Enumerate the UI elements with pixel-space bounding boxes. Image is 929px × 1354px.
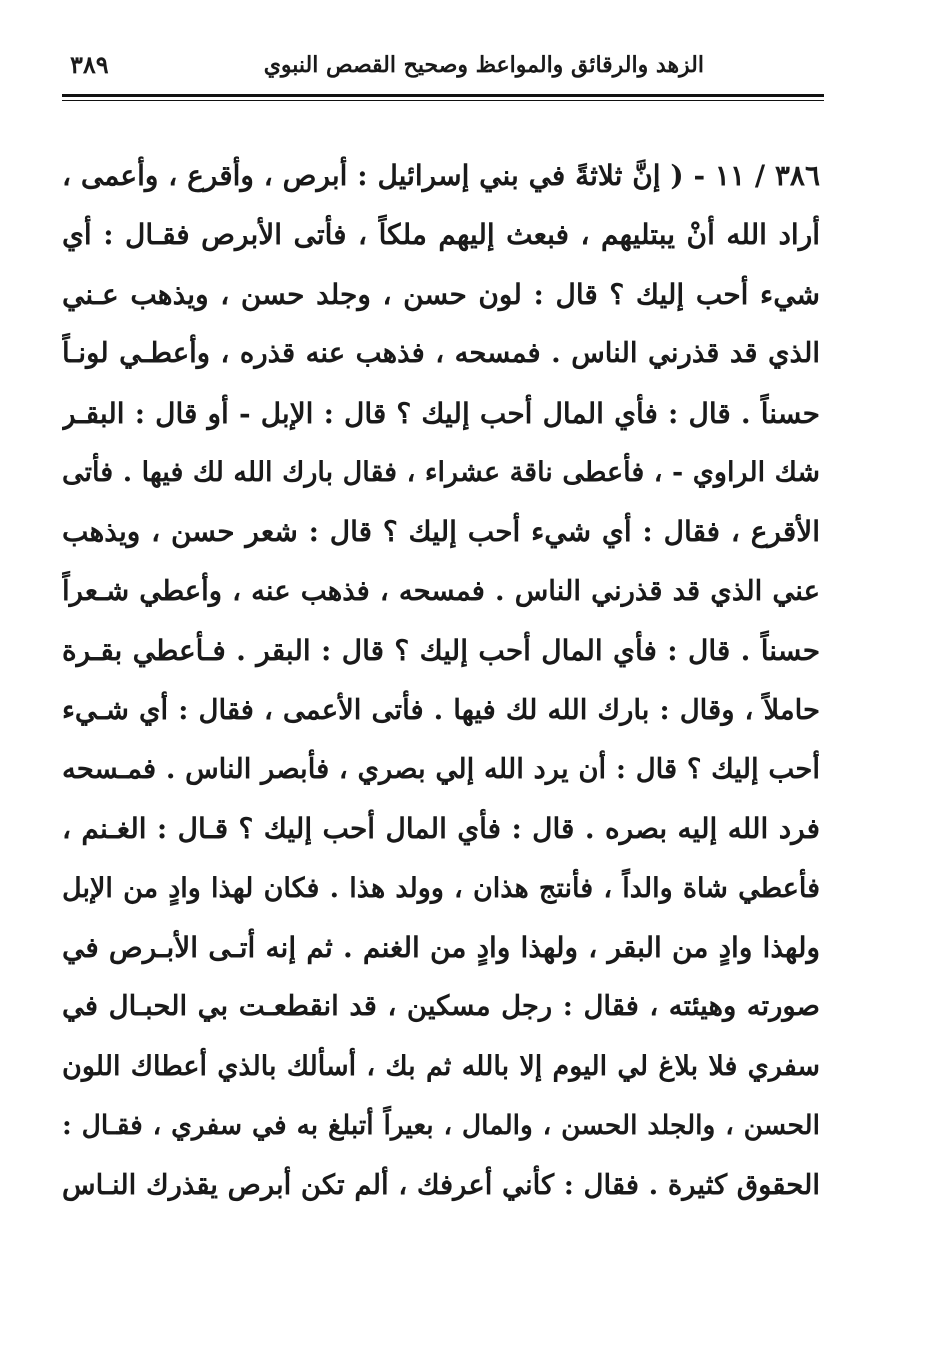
text-line: الحقوق كثيرة . فقال : كأني أعرفك ، ألم تكن أبرص يقذرك النـاس — [62, 1168, 820, 1201]
header-rule-thin — [62, 100, 824, 101]
running-header — [62, 46, 824, 92]
text-line: عني الذي قد قذرني الناس . فمسحه ، فذهب عنه ، وأعطي شـعراً — [62, 574, 820, 607]
body-text — [62, 146, 820, 1215]
text-line: حاملاً ، وقال : بارك الله لك فيها . فأتى الأعمى ، فقال : أي شـيء — [62, 693, 820, 726]
text-line: ٣٨٦ / ١١ - ( إنَّ ثلاثةً في بني إسرائيل : أبرص ، وأقرع ، وأعمى ، — [62, 159, 820, 192]
header-rule-thick — [62, 94, 824, 97]
text-line: حسناً . قال : فأي المال أحب إليك ؟ قال : الإبل - أو قال : البقـر — [62, 396, 820, 430]
text-line: صورته وهيئته ، فقال : رجل مسكين ، قد انقطعـت بي الحبـال في — [62, 990, 820, 1023]
text-line: حسناً . قال : فأي المال أحب إليك ؟ قال : البقر . فـأعطي بقـرة — [62, 634, 820, 668]
page-number: ٣٨٩ — [70, 50, 109, 79]
text-line: الذي قد قذرني الناس . فمسحه ، فذهب عنه قذره ، وأعطـي لونـاً — [62, 337, 820, 370]
text-line: شيء أحب إليك ؟ قال : لون حسن ، وجلد حسن ، ويذهب عـني — [62, 277, 820, 311]
text-line: فأعطي شاة والداً ، فأنتج هذان ، وولد هذا . فكان لهذا وادٍ من الإبل — [62, 872, 820, 904]
text-line: فرد الله إليه بصره . قال : فأي المال أحب إليك ؟ قـال : الغـنم ، — [62, 812, 820, 846]
header-title: الزهد والرقائق والمواعظ وصحيح القصص النبوي — [263, 52, 704, 78]
text-line: الحسن ، والجلد الحسن ، والمال ، بعيراً أتبلغ به في سفري ، فقـال : — [62, 1110, 820, 1142]
text-line: سفري فلا بلاغ لي اليوم إلا بالله ثم بك ، أسألك بالذي أعطاك اللون — [62, 1050, 820, 1082]
text-line: ولهذا وادٍ من البقر ، ولهذا وادٍ من الغنم . ثم إنه أتـى الأبـرص في — [62, 931, 820, 965]
text-line: شك الراوي - ، فأعطى ناقة عشراء ، فقال بارك الله لك فيها . فأتى — [62, 456, 820, 488]
text-line: أراد الله أنْ يبتليهم ، فبعث إليهم ملكاً ، فأتى الأبرص فقـال : أي — [62, 218, 820, 252]
text-line: الأقرع ، فقال : أي شيء أحب إليك ؟ قال : شعر حسن ، ويذهب — [62, 515, 820, 549]
text-line: أحب إليك ؟ قال : أن يرد الله إلي بصري ، فأبصر الناس . فمـسحه — [62, 752, 820, 785]
